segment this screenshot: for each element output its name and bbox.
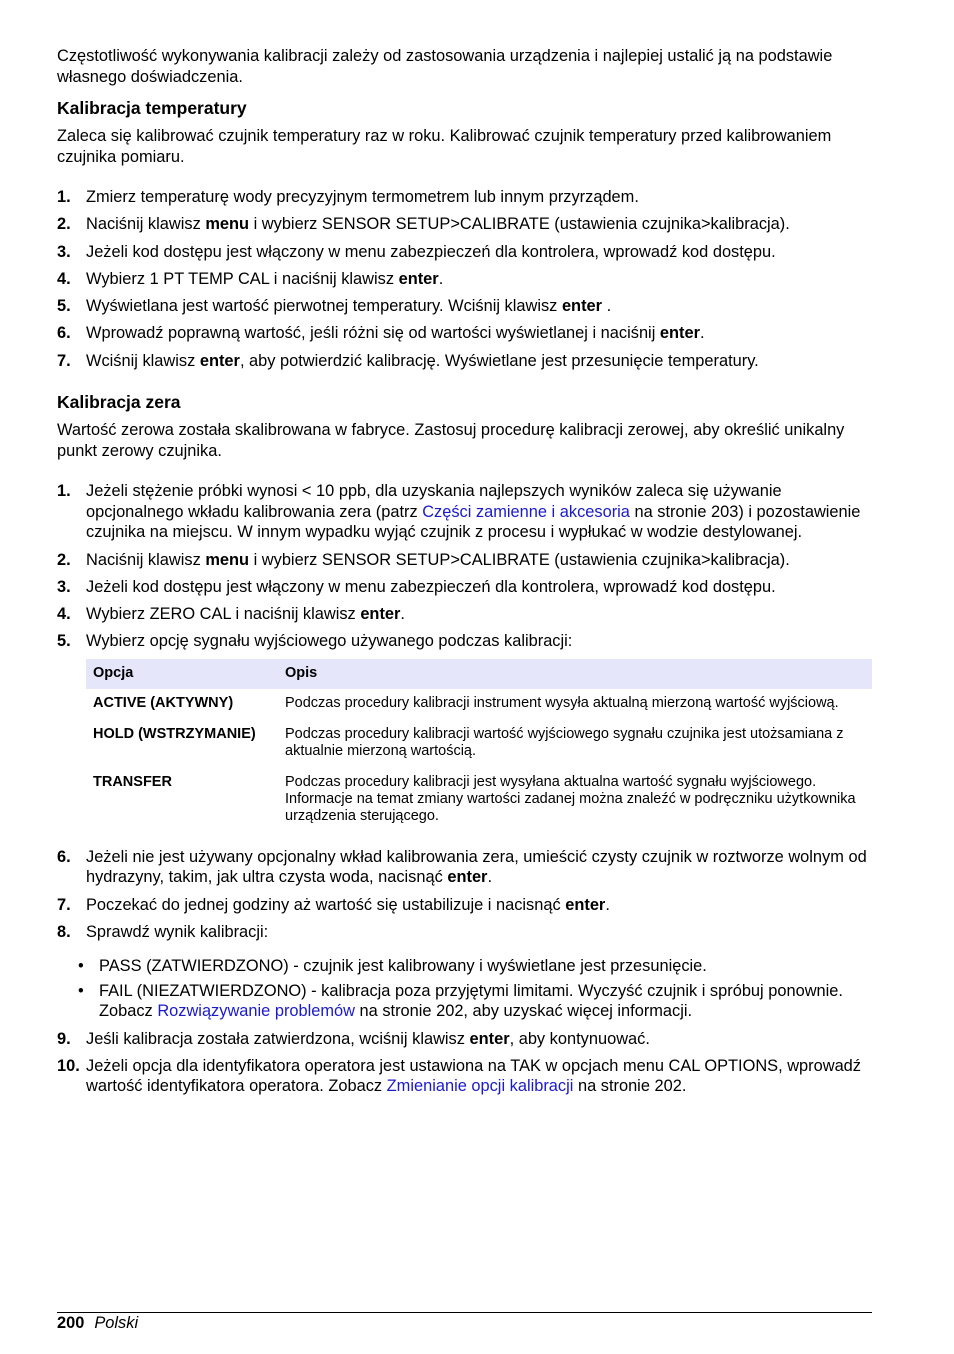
temp-step-2: 2. Naciśnij klawisz menu i wybierz SENSOR SETUP>CALIBRATE (ustawienia czujnika>kalibracja). — [57, 215, 790, 234]
zero-step-7: 7. Poczekać do jednej godziny aż wartość się ustabilizuje i nacisnąć enter. — [57, 895, 610, 914]
description-cell: Podczas procedury kalibracji jest wysyłana aktualna wartość sygnału wyjściowego. Informacje na temat zmiany wartości zadanej można znaleźć w podręczniku użytkownika urządzenia sterującego. — [285, 773, 856, 824]
zero-step-5: 5. Wybierz opcję sygnału wyjściowego używanego podczas kalibracji: — [57, 632, 573, 651]
table-row — [86, 689, 872, 720]
zero-step-3: 3. Jeżeli kod dostępu jest włączony w menu zabezpieczeń dla kontrolera, wprowadź kod dostępu. — [57, 577, 776, 596]
description-cell: Podczas procedury kalibracji instrument wysyła aktualną mierzoną wartość wyjściową. — [285, 694, 839, 711]
link-troubleshooting[interactable]: Rozwiązywanie problemów — [157, 1002, 355, 1021]
page-number: 200 — [57, 1314, 85, 1332]
temp-step-6: 6. Wprowadź poprawną wartość, jeśli różni się od wartości wyświetlanej i naciśnij enter. — [57, 324, 705, 343]
zero-step-1: 1. Jeżeli stężenie próbki wynosi < 10 ppb, dla uzyskania najlepszych wyników zaleca się używanie opcjonalnego wkładu kalibrowania zera (patrz Części zamienne i akcesoria na stronie 203) i pozostawienie czujnika na miejscu. W innym wypadku wyjąć czujnik z procesu i wypłukać w wodzie destylowanej. — [57, 482, 861, 542]
temp-step-4: 4. Wybierz 1 PT TEMP CAL i naciśnij klawisz enter. — [57, 269, 444, 288]
heading-zero-calibration: Kalibracja zera — [57, 392, 181, 413]
zero-step-8: 8. Sprawdź wynik kalibracji: • PASS (ZATWIERDZONO) - czujnik jest kalibrowany i wyświetlane jest przesunięcie. • FAIL (NIEZATWIERDZONO) - kalibracja poza przyjętymi limitami. Wyczyść czujnik i spróbuj ponownie. Zobacz Rozwiązywanie problemów na stronie 202, aby uzyskać więcej informacji. — [57, 922, 872, 1022]
zero-steps-continued — [57, 847, 872, 1097]
zero-step-4: 4. Wybierz ZERO CAL i naciśnij klawisz enter. — [57, 605, 405, 624]
zero-step-2: 2. Naciśnij klawisz menu i wybierz SENSOR SETUP>CALIBRATE (ustawienia czujnika>kalibracja). — [57, 550, 790, 569]
temp-step-5: 5. Wyświetlana jest wartość pierwotnej temperatury. Wciśnij klawisz enter . — [57, 297, 612, 316]
table-row — [86, 720, 872, 768]
table-header-description: Opis — [278, 659, 872, 689]
page-footer — [57, 1312, 872, 1333]
zero-step-9: 9. Jeśli kalibracja została zatwierdzona, wciśnij klawisz enter, aby kontynuować. — [57, 1029, 650, 1048]
heading-temperature-calibration: Kalibracja temperatury — [57, 98, 247, 118]
option-cell: ACTIVE (AKTYWNY) — [93, 694, 234, 711]
option-cell: HOLD (WSTRZYMANIE) — [93, 725, 256, 742]
temp-step-3: 3. Jeżeli kod dostępu jest włączony w menu zabezpieczeń dla kontrolera, wprowadź kod dostępu. — [57, 242, 776, 261]
zero-step-6: 6. Jeżeli nie jest używany opcjonalny wkład kalibrowania zera, umieścić czysty czujnik w roztworze wolnym od hydrazyny, takim, jak ultra czysta woda, nacisnąć enter. — [57, 847, 867, 887]
option-cell: TRANSFER — [93, 773, 172, 790]
zero-step-10: 10. Jeżeli opcja dla identyfikatora operatora jest ustawiona na TAK w opcjach menu CAL OPTIONS, wprowadź wartość identyfikatora operatora. Zobacz Zmienianie opcji kalibracji na stronie 202. — [57, 1056, 861, 1096]
footer-language: Polski — [94, 1314, 139, 1332]
zero-paragraph: Wartość zerowa została skalibrowana w fabryce. Zastosuj procedurę kalibracji zerowej, aby określić unikalny punkt zerowy czujnika. — [57, 421, 845, 460]
intro-paragraph: Częstotliwość wykonywania kalibracji zależy od zastosowania urządzenia i najlepiej ustalić ją na podstawie własnego doświadczenia. — [57, 47, 833, 86]
zero-steps — [57, 481, 872, 652]
table-row — [86, 768, 872, 833]
bullet-fail: • FAIL (NIEZATWIERDZONO) - kalibracja poza przyjętymi limitami. Wyczyść czujnik i spróbuj ponownie. Zobacz Rozwiązywanie problemów na stronie 202, aby uzyskać więcej informacji. — [78, 981, 843, 1021]
output-options-table — [86, 659, 872, 833]
temperature-paragraph: Zaleca się kalibrować czujnik temperatury raz w roku. Kalibrować czujnik temperatury przed kalibrowaniem czujnika pomiaru. — [57, 127, 832, 166]
link-calibration-options[interactable]: Zmienianie opcji kalibracji — [386, 1077, 574, 1096]
bullet-pass: • PASS (ZATWIERDZONO) - czujnik jest kalibrowany i wyświetlane jest przesunięcie. — [78, 957, 707, 976]
result-bullets — [78, 956, 872, 1022]
table-header-row — [86, 659, 872, 689]
temperature-steps — [57, 187, 872, 371]
temp-step-7: 7. Wciśnij klawisz enter, aby potwierdzić kalibrację. Wyświetlane jest przesunięcie temperatury. — [57, 351, 759, 370]
description-cell: Podczas procedury kalibracji wartość wyjściowego sygnału czujnika jest utożsamiana z aktualnie mierzoną wartością. — [285, 725, 844, 759]
link-spare-parts[interactable]: Części zamienne i akcesoria — [422, 502, 630, 521]
page-content — [57, 46, 872, 1104]
temp-step-1: 1. Zmierz temperaturę wody precyzyjnym termometrem lub innym przyrządem. — [57, 188, 639, 206]
table-header-option: Opcja — [86, 659, 278, 689]
